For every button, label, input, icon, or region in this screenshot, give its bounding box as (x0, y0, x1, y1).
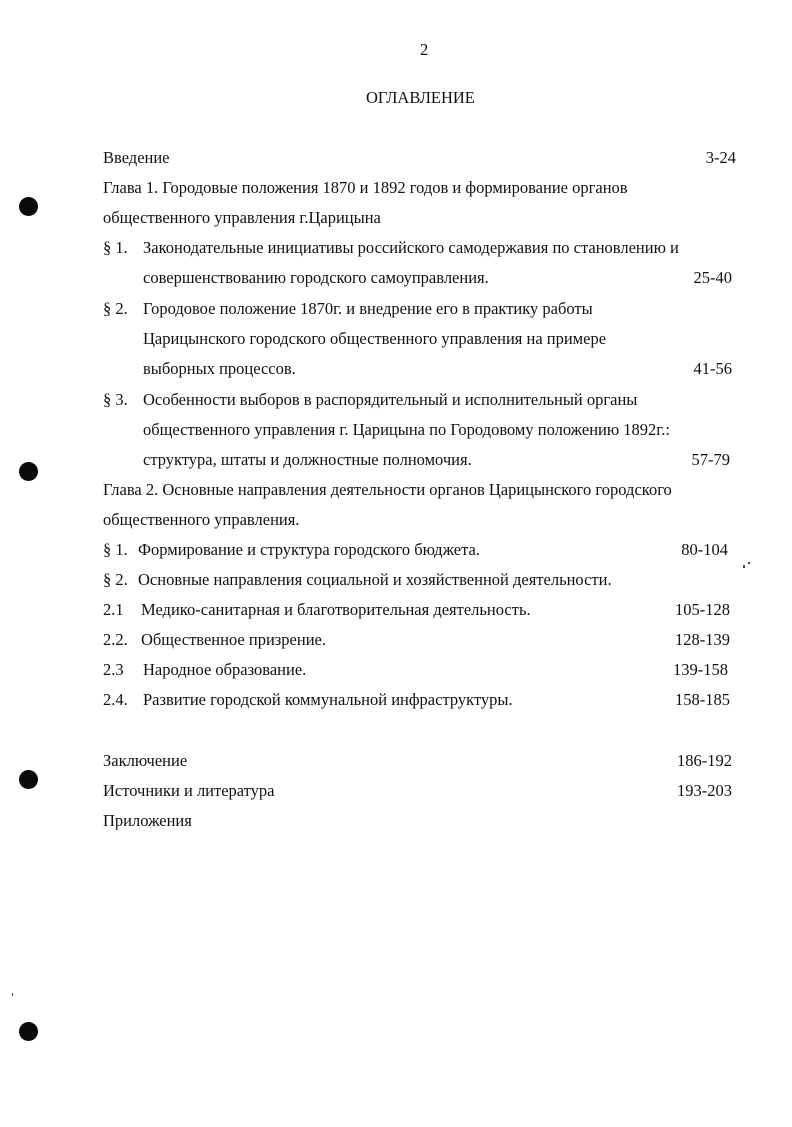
toc-sub-2-1-pages: 105-128 (675, 600, 730, 619)
toc-sub-2-1-title: Медико-санитарная и благотворительная деятельность. (141, 600, 531, 619)
toc-sub-2-3-num: 2.3 (103, 660, 124, 679)
scan-speck (748, 562, 750, 564)
toc-ch1-s2-title-cont2: выборных процессов. (143, 359, 296, 378)
toc-conclusion-pages: 186-192 (677, 751, 732, 770)
toc-sub-2-3-title: Народное образование. (143, 660, 307, 679)
toc-ch1-s2-title-cont: Царицынского городского общественного управления на примере (143, 329, 607, 348)
toc-ch1-s3-num: § 3. (103, 390, 128, 409)
toc-sub-2-2-pages: 128-139 (675, 630, 730, 649)
binder-hole (19, 770, 38, 789)
toc-ch1-s3-pages: 57-79 (691, 450, 730, 469)
toc-ch1-s2-num: § 2. (103, 299, 128, 318)
toc-chapter2-title: Глава 2. Основные направления деятельности органов Царицынского городского (103, 480, 672, 499)
toc-intro-label: Введение (103, 148, 170, 167)
toc-chapter1-title: Глава 1. Городовые положения 1870 и 1892 годов и формирование органов (103, 178, 628, 197)
toc-sub-2-2-title: Общественное призрение. (141, 630, 326, 649)
binder-hole (19, 462, 38, 481)
toc-sources-pages: 193-203 (677, 781, 732, 800)
toc-sub-2-2-num: 2.2. (103, 630, 128, 649)
toc-sub-2-4-num: 2.4. (103, 690, 128, 709)
toc-chapter2-title-cont: общественного управления. (103, 510, 300, 529)
toc-ch2-s1-num: § 1. (103, 540, 128, 559)
toc-ch1-s1-title-cont: совершенствованию городского самоуправления. (143, 268, 489, 287)
toc-sub-2-1-num: 2.1 (103, 600, 124, 619)
toc-ch2-s2-num: § 2. (103, 570, 128, 589)
toc-ch1-s3-title-cont2: структура, штаты и должностные полномочия. (143, 450, 472, 469)
toc-chapter1-title-cont: общественного управления г.Царицына (103, 208, 381, 227)
toc-sub-2-4-pages: 158-185 (675, 690, 730, 709)
toc-ch1-s1-title: Законодательные инициативы российского самодержавия по становлению и (143, 238, 679, 257)
toc-ch2-s1-pages: 80-104 (681, 540, 728, 559)
toc-intro-pages: 3-24 (705, 148, 736, 167)
binder-hole (19, 1022, 38, 1041)
page-number: 2 (420, 40, 429, 59)
binder-hole (19, 197, 38, 216)
toc-ch1-s2-pages: 41-56 (693, 359, 732, 378)
toc-sub-2-4-title: Развитие городской коммунальной инфраструктуры. (143, 690, 513, 709)
toc-ch1-s3-title: Особенности выборов в распорядительный и исполнительный органы (143, 390, 638, 409)
toc-ch2-s1-title: Формирование и структура городского бюджета. (138, 540, 480, 559)
toc-ch1-s2-title: Городовое положение 1870г. и внедрение его в практику работы (143, 299, 593, 318)
toc-sub-2-3-pages: 139-158 (673, 660, 728, 679)
scan-speck (12, 993, 13, 996)
toc-sources-label: Источники и литература (103, 781, 275, 800)
toc-appendix-label: Приложения (103, 811, 192, 830)
toc-ch2-s2-title: Основные направления социальной и хозяйственной деятельности. (138, 570, 612, 589)
toc-conclusion-label: Заключение (103, 751, 188, 770)
toc-ch1-s1-num: § 1. (103, 238, 128, 257)
page-title: ОГЛАВЛЕНИЕ (366, 88, 475, 107)
toc-ch1-s1-pages: 25-40 (693, 268, 732, 287)
toc-ch1-s3-title-cont: общественного управления г. Царицына по Городовому положению 1892г.: (143, 420, 670, 439)
scan-speck (743, 565, 745, 568)
